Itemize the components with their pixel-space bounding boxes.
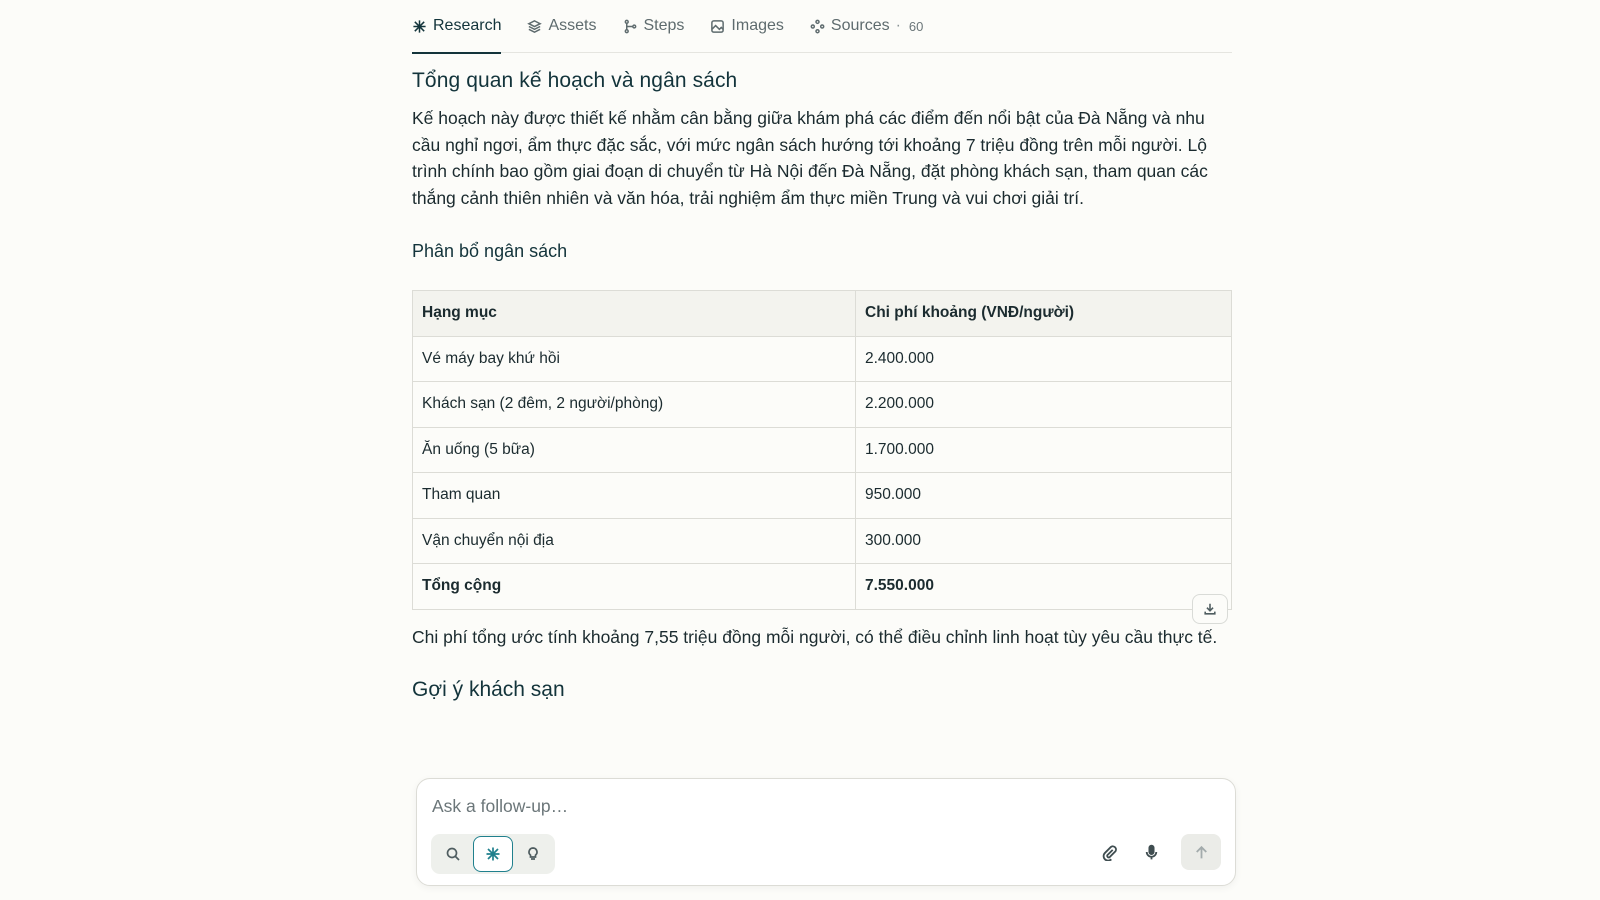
tab-steps[interactable]	[623, 0, 685, 53]
overview-heading: Tổng quan kế hoạch và ngân sách	[412, 69, 738, 92]
sources-icon	[810, 19, 825, 34]
table-cell-category: Vé máy bay khứ hồi	[413, 336, 856, 382]
tab-assets[interactable]	[527, 0, 596, 53]
mode-selector	[431, 834, 555, 874]
arrow-up-icon	[1193, 844, 1210, 861]
sources-count: 60	[908, 18, 924, 34]
table-row	[413, 382, 1232, 428]
lightbulb-icon	[525, 846, 541, 862]
attach-button[interactable]	[1091, 834, 1127, 870]
table-cell-cost: 1.700.000	[856, 427, 1232, 473]
table-cell-cost: 950.000	[856, 473, 1232, 519]
download-icon	[1203, 602, 1217, 616]
tab-label: Images	[731, 17, 784, 34]
research-icon	[485, 846, 501, 862]
tab-images[interactable]	[710, 0, 783, 53]
answer-content	[412, 53, 1232, 783]
table-row	[413, 473, 1232, 519]
image-icon	[710, 19, 725, 34]
labs-mode-button[interactable]	[513, 836, 553, 872]
tab-label: Research	[433, 17, 502, 34]
budget-table-container	[412, 290, 1232, 610]
result-tabs	[412, 0, 1232, 53]
table-header-row	[413, 291, 1232, 337]
hotel-heading: Gợi ý khách sạn	[412, 678, 565, 701]
tab-label: Sources	[830, 17, 890, 34]
follow-up-composer	[416, 778, 1236, 886]
voice-input-button[interactable]	[1133, 834, 1169, 870]
paperclip-icon	[1101, 844, 1118, 861]
separator-dot: ·	[895, 17, 901, 34]
research-icon	[412, 19, 427, 34]
table-cell-cost: 2.400.000	[856, 336, 1232, 382]
table-cell-cost: 300.000	[856, 518, 1232, 564]
table-cell-category: Tham quan	[413, 473, 856, 519]
table-cell-category: Vận chuyển nội địa	[413, 518, 856, 564]
layers-icon	[527, 19, 542, 34]
table-row	[413, 336, 1232, 382]
budget-summary-paragraph: Chi phí tổng ước tính khoảng 7,55 triệu đồng mỗi người, có thể điều chỉnh linh hoạt tùy yêu cầu thực tế.	[412, 626, 1218, 647]
table-cell-total-label: Tổng cộng	[413, 564, 856, 610]
research-mode-button[interactable]	[473, 836, 513, 872]
table-row	[413, 518, 1232, 564]
budget-heading: Phân bổ ngân sách	[412, 241, 568, 261]
table-cell-category: Ăn uống (5 bữa)	[413, 427, 856, 473]
tab-research[interactable]	[412, 0, 501, 53]
table-cell-total-value: 7.550.000	[856, 564, 1232, 610]
tab-label: Steps	[643, 17, 685, 34]
follow-up-input[interactable]	[432, 793, 1212, 819]
composer-tools	[1091, 834, 1221, 870]
tab-label: Assets	[548, 17, 597, 34]
microphone-icon	[1143, 844, 1160, 861]
table-cell-category: Khách sạn (2 đêm, 2 người/phòng)	[413, 382, 856, 428]
steps-icon	[623, 19, 638, 34]
search-icon	[445, 846, 461, 862]
table-row	[413, 427, 1232, 473]
search-mode-button[interactable]	[433, 836, 473, 872]
overview-paragraph: Kế hoạch này được thiết kế nhằm cân bằng giữa khám phá các điểm đến nổi bật của Đà Nẵng và nhu cầu nghỉ ngơi, ẩm thực đặc sắc, với mức ngân sách hướng tới khoảng 7 triệu đồng trên mỗi người. Lộ trình chính bao gồm giai đoạn di chuyển từ Hà Nội đến Đà Nẵng, đặt phòng khách sạn, tham quan các thắng cảnh thiên nhiên và văn hóa, trải nghiệm ẩm thực miền Trung và vui chơi giải trí.	[412, 108, 1208, 208]
column-header-category: Hạng mục	[413, 291, 856, 337]
budget-table	[412, 290, 1232, 610]
download-table-button[interactable]	[1192, 594, 1228, 624]
tab-sources[interactable]	[810, 0, 924, 53]
table-cell-cost: 2.200.000	[856, 382, 1232, 428]
column-header-cost: Chi phí khoảng (VNĐ/người)	[856, 291, 1232, 337]
table-total-row	[413, 564, 1232, 610]
send-button[interactable]	[1181, 834, 1221, 870]
